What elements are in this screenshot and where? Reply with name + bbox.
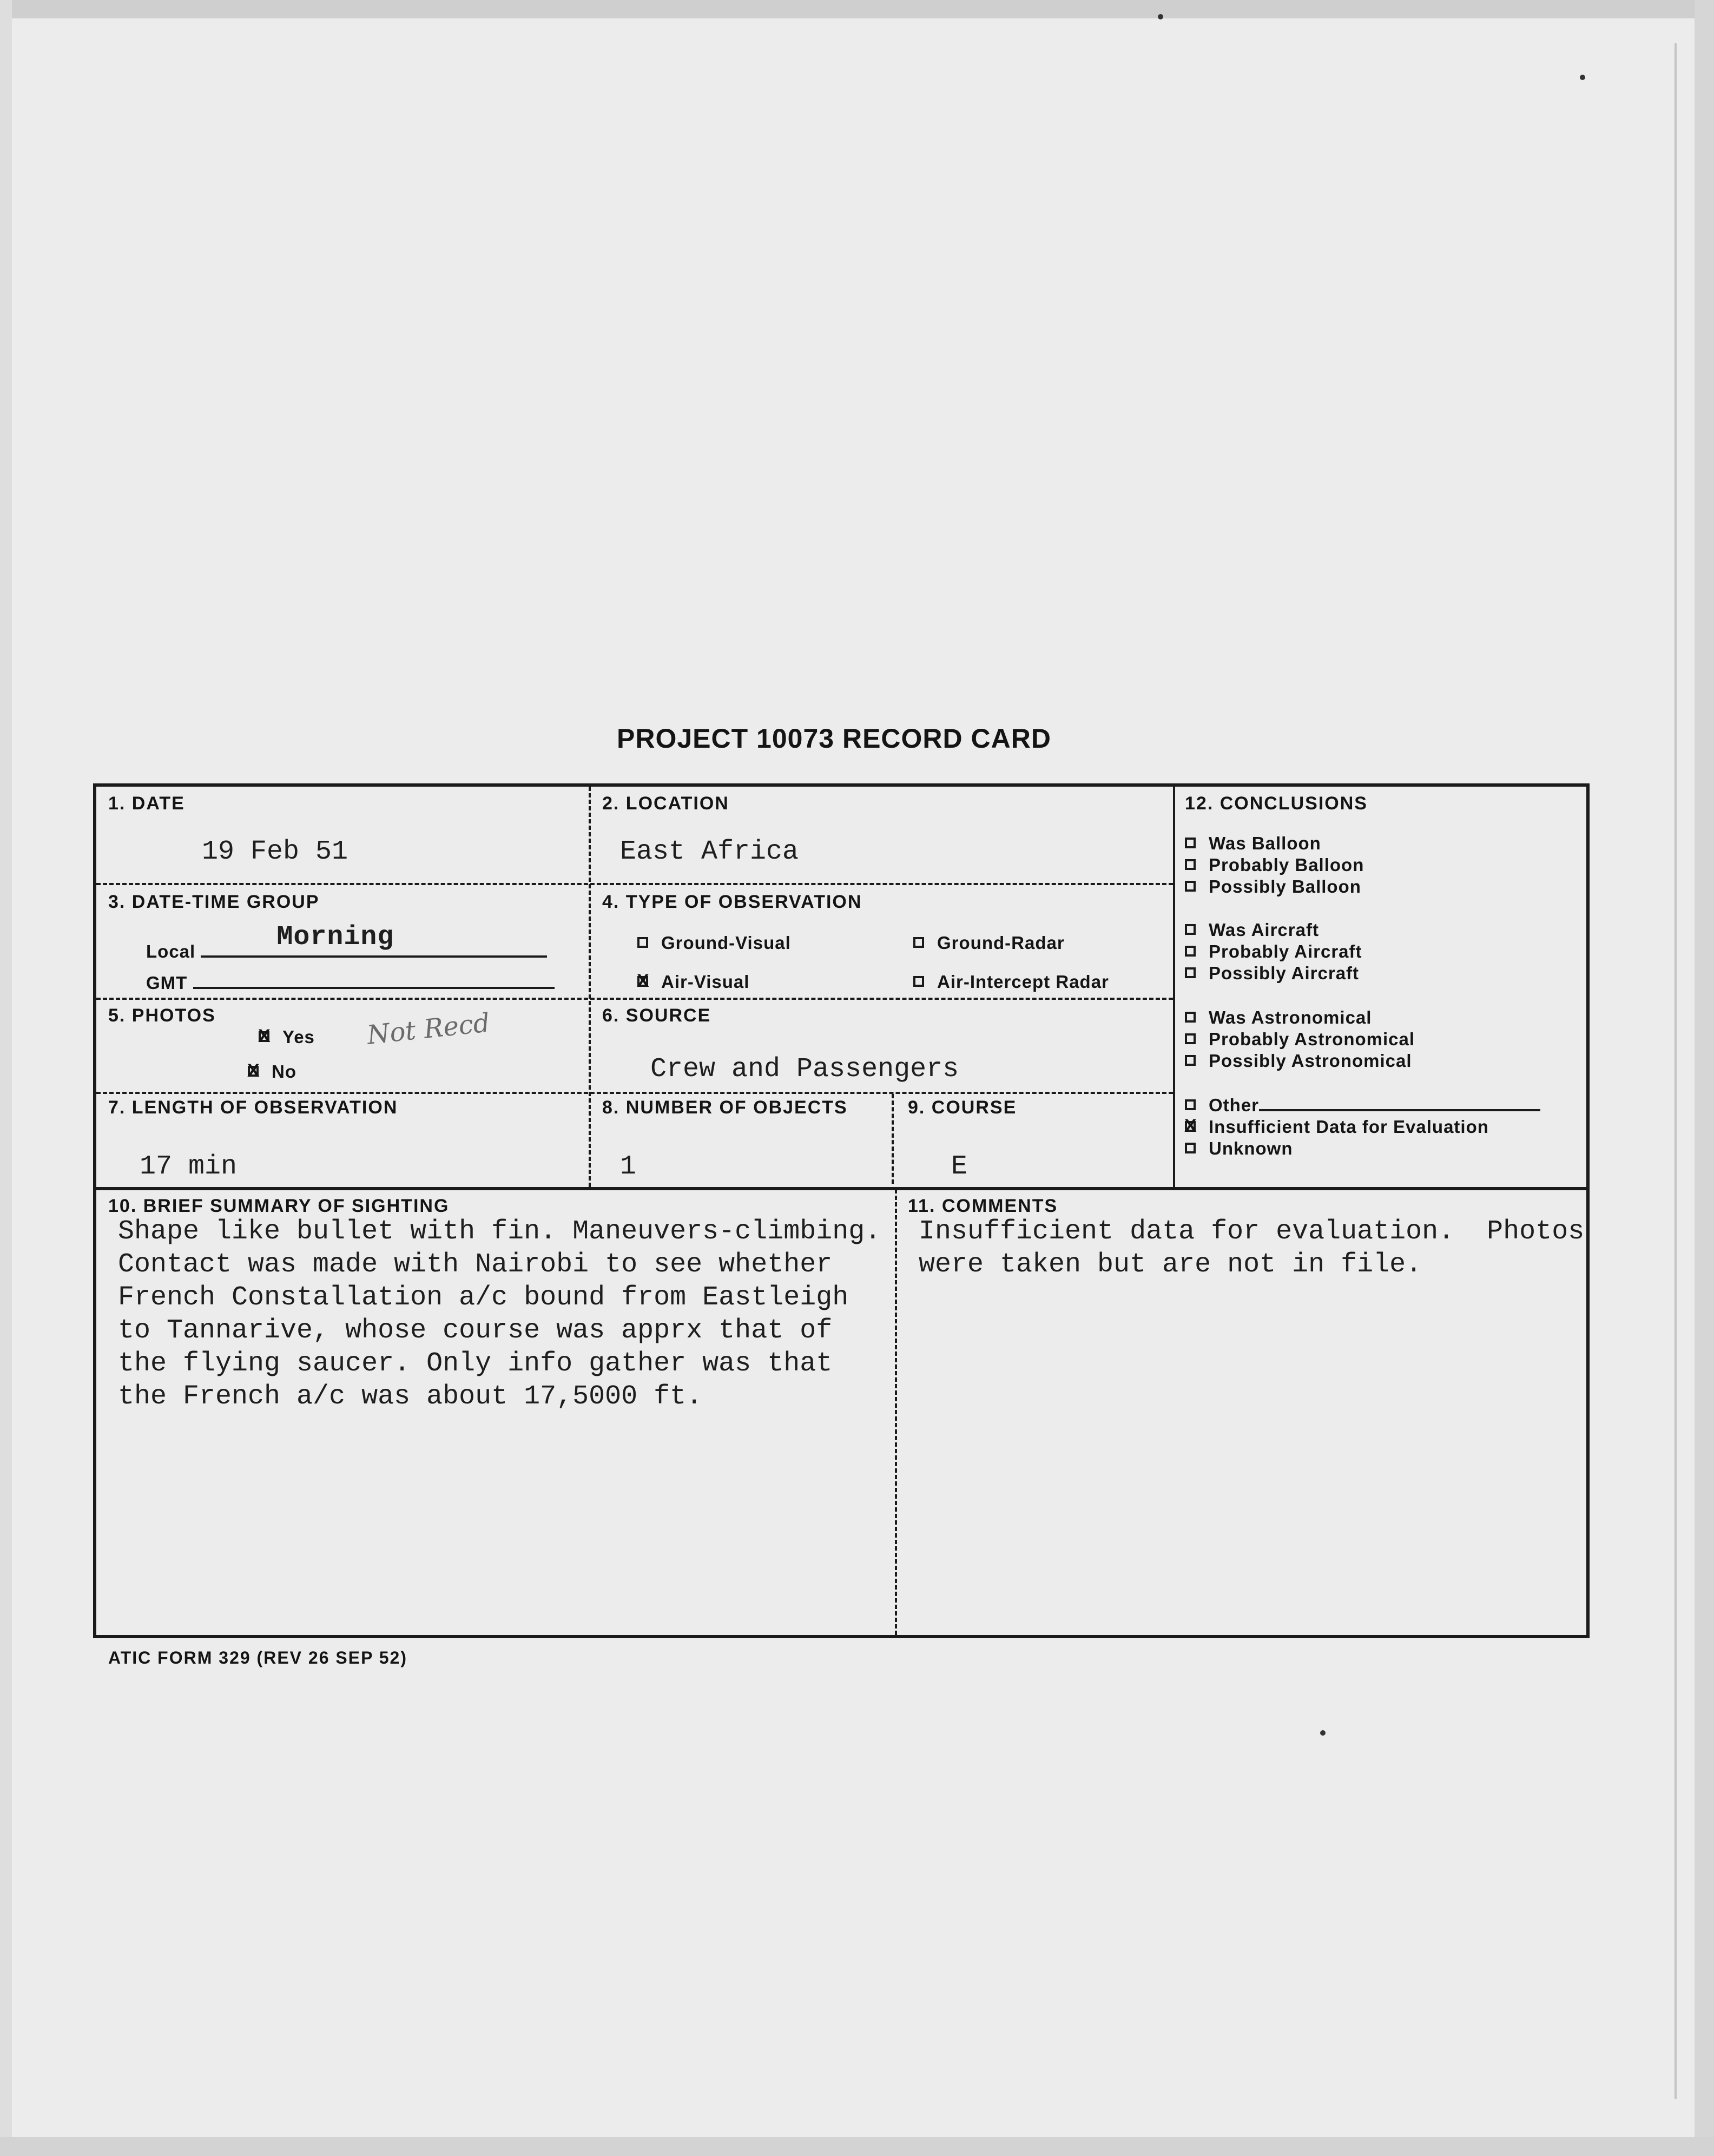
conclusion-label: Probably Balloon [1209,855,1364,875]
divider-summary-comments [895,1189,897,1635]
conclusion-label: Was Astronomical [1209,1007,1372,1027]
divider-conclusions [1173,787,1175,1187]
conclusion-possibly-balloon [1185,876,1361,897]
local-time-row [146,922,547,962]
conclusion-label: Possibly Aircraft [1209,963,1360,983]
summary-line: the flying saucer. Only info gather was that [118,1348,833,1379]
summary-line: the French a/c was about 17,5000 ft. [118,1381,703,1412]
conclusion-label: Possibly Balloon [1209,876,1361,896]
conclusion-other [1185,1095,1540,1116]
scan-edge-top [0,0,1714,18]
photos-yes [259,1027,315,1047]
photos-no-label: No [272,1061,296,1082]
gmt-label: GMT [146,973,188,993]
checkbox-icon [1185,1012,1196,1023]
divider-row3 [96,1092,1173,1094]
scan-speck [1320,1730,1326,1736]
scan-speck [1580,75,1585,80]
divider-row4 [96,1187,1586,1190]
local-fill-line [201,922,547,958]
scan-edge-bottom [0,2137,1714,2156]
gmt-fill-line [193,972,555,989]
checkbox-icon [913,976,924,987]
divider-row2 [96,998,1173,1000]
source-label: 6. SOURCE [602,1005,711,1026]
summary-line: Shape like bullet with fin. Maneuvers-climbing. [118,1216,881,1247]
checkbox-icon [1185,967,1196,978]
checkbox-icon [1185,1099,1196,1110]
checkbox-icon [1185,859,1196,870]
conclusion-unknown [1185,1138,1293,1159]
comments-label: 11. COMMENTS [908,1196,1058,1216]
checkbox-icon [1185,881,1196,892]
conclusion-probably-astronomical [1185,1029,1415,1050]
summary-label: 10. BRIEF SUMMARY OF SIGHTING [108,1196,450,1216]
photos-yes-label: Yes [282,1027,315,1047]
checkbox-icon [1185,1055,1196,1066]
summary-line: Contact was made with Nairobi to see whether [118,1249,833,1280]
checkbox-icon [1185,1143,1196,1153]
type-of-observation-label: 4. TYPE OF OBSERVATION [602,892,862,912]
conclusion-insufficient-data [1185,1117,1489,1137]
conclusion-label: Unknown [1209,1138,1293,1158]
record-card [93,783,1590,1638]
divider-objects-course [892,1094,894,1184]
other-fill-line [1259,1095,1540,1111]
checkbox-icon [1185,946,1196,957]
date-time-group-label: 3. DATE-TIME GROUP [108,892,320,912]
scan-speck [1158,14,1163,19]
card-title: PROJECT 10073 RECORD CARD [617,723,1051,754]
conclusion-label: Insufficient Data for Evaluation [1209,1117,1489,1137]
checked-box-icon [637,976,648,987]
scan-edge-right [1695,0,1714,2156]
number-of-objects-label: 8. NUMBER OF OBJECTS [602,1097,848,1118]
length-value: 17 min [140,1151,238,1182]
photos-no [248,1061,296,1082]
photos-label: 5. PHOTOS [108,1005,216,1026]
date-value: 19 Feb 51 [202,836,348,867]
conclusion-label: Possibly Astronomical [1209,1051,1412,1071]
gmt-time-row [146,972,555,993]
obs-ground-visual-label: Ground-Visual [661,933,791,953]
summary-line: to Tannarive, whose course was apprx that of [118,1315,833,1346]
conclusion-was-balloon [1185,833,1321,854]
local-value: Morning [276,922,394,953]
checkbox-icon [1185,1033,1196,1044]
obs-ground-radar [913,933,1065,953]
obs-air-visual [637,972,749,992]
local-label: Local [146,941,196,961]
conclusion-label: Was Balloon [1209,833,1321,853]
scan-edge-left [0,0,12,2156]
divider-col1 [589,787,591,1187]
obs-ground-visual [637,933,791,953]
checked-box-icon [248,1066,259,1077]
obs-ground-radar-label: Ground-Radar [937,933,1065,953]
conclusion-label: Probably Aircraft [1209,941,1362,961]
obs-air-intercept-radar [913,972,1109,992]
conclusion-was-aircraft [1185,920,1319,940]
date-label: 1. DATE [108,793,185,814]
scan-edge-line [1675,43,1677,2099]
checkbox-icon [1185,838,1196,848]
location-label: 2. LOCATION [602,793,729,814]
checkbox-icon [913,937,924,948]
course-label: 9. COURSE [908,1097,1017,1118]
summary-text [118,1215,881,1413]
number-of-objects-value: 1 [620,1151,637,1182]
photos-handwritten-note: Not Recd [365,1007,491,1051]
conclusion-was-astronomical [1185,1007,1372,1028]
divider-row1 [96,883,1173,885]
conclusion-label: Other [1209,1095,1260,1115]
checkbox-icon [637,937,648,948]
conclusion-possibly-aircraft [1185,963,1359,984]
obs-air-visual-label: Air-Visual [661,972,750,992]
checked-box-icon [1185,1121,1196,1132]
source-value: Crew and Passengers [650,1054,959,1085]
form-id: ATIC FORM 329 (REV 26 SEP 52) [108,1648,407,1667]
obs-air-intercept-radar-label: Air-Intercept Radar [937,972,1109,992]
struck-box-icon [259,1031,269,1042]
course-value: E [951,1151,968,1182]
summary-line: French Constallation a/c bound from Eastleigh [118,1282,849,1313]
comments-line: were taken but are not in file. [919,1249,1422,1280]
comments-text [919,1215,1584,1281]
comments-line: Insufficient data for evaluation. Photos [919,1216,1585,1247]
location-value: East Africa [620,836,799,867]
conclusion-probably-balloon [1185,855,1364,875]
checkbox-icon [1185,924,1196,935]
conclusion-probably-aircraft [1185,941,1362,962]
conclusion-possibly-astronomical [1185,1051,1412,1071]
conclusion-label: Probably Astronomical [1209,1029,1415,1049]
length-label: 7. LENGTH OF OBSERVATION [108,1097,398,1118]
conclusions-label: 12. CONCLUSIONS [1185,793,1368,814]
conclusion-label: Was Aircraft [1209,920,1319,940]
